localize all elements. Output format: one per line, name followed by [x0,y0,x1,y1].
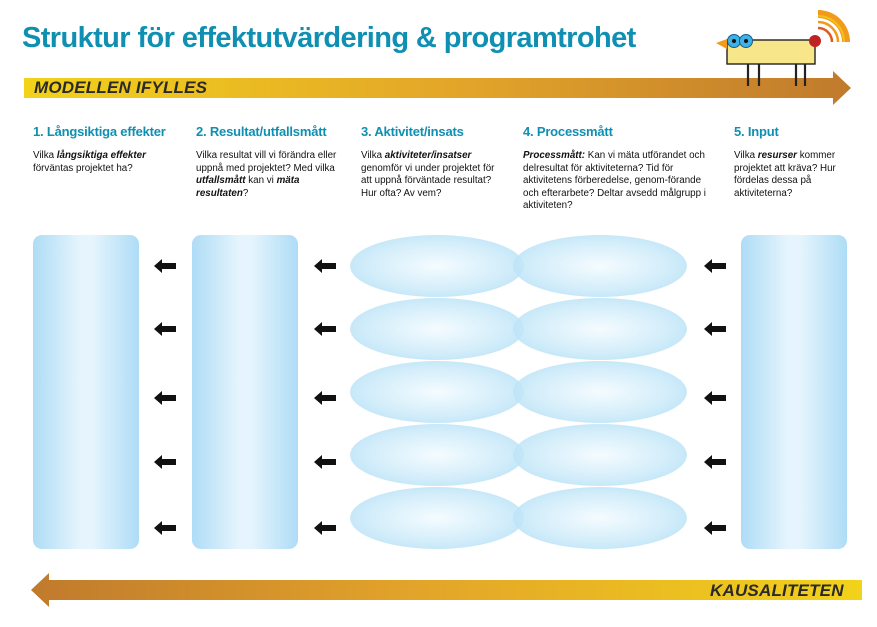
bird-with-radar-logo [716,10,850,86]
arrow-left-icon [704,259,726,273]
column-heading-3: 3. Aktivitet/insats [361,124,464,139]
activity-ellipse[interactable] [350,361,524,423]
arrow-left-icon [704,322,726,336]
column-heading-5: 5. Input [734,124,779,139]
arrow-left-icon [154,259,176,273]
description-text: genomför vi under projektet för att uppnå förväntade resultat? Hur ofta? Av vem? [361,162,495,199]
arrow-left-icon [314,322,336,336]
description-text: Kan vi mäta utförandet och delresultat för aktiviteterna? Tid för aktivitetens förberedelse, genom-förande och efterarbete? Deltar avsedd målgrupp i aktiviteten? [523,150,706,212]
long-term-effects-box[interactable] [33,235,139,549]
column-description-3 [361,150,506,200]
description-text: ? [242,187,249,199]
arrow-left-icon [314,521,336,535]
emphasized-text: resurser [757,150,797,161]
top-band-label: MODELLEN IFYLLES [34,78,208,97]
description-text: Vilka resultat vill vi förändra eller uppnå med projektet? Med vilka [196,150,337,174]
process-ellipse[interactable] [513,361,687,423]
description-text: förväntas projektet ha? [33,162,133,174]
description-text: Vilka [361,150,385,161]
arrow-left-icon [314,259,336,273]
column-description-4 [523,150,708,213]
arrow-left-icon [154,455,176,469]
arrow-left-icon [704,391,726,405]
description-text: Vilka [33,150,57,161]
emphasized-text: långsiktiga effekter [56,150,146,161]
description-text: Vilka [734,150,758,161]
description-text: kan vi [245,175,277,187]
activity-ellipse[interactable] [350,298,524,360]
process-ellipse[interactable] [513,298,687,360]
column-description-2 [196,150,341,200]
arrow-left-icon [154,521,176,535]
column-heading-2: 2. Resultat/utfallsmått [196,124,327,139]
results-box[interactable] [192,235,298,549]
activity-ellipse[interactable] [350,235,524,297]
arrow-left-icon [154,322,176,336]
arrow-left-icon [154,391,176,405]
arrow-left-icon [314,455,336,469]
emphasized-text: utfallsmått [196,175,246,187]
process-ellipse[interactable] [513,235,687,297]
arrow-left-icon [314,391,336,405]
column-description-5 [734,150,849,200]
arrow-left-icon [704,521,726,535]
column-heading-1: 1. Långsiktiga effekter [33,124,166,139]
column-description-1 [33,150,168,175]
arrow-left-icon [704,455,726,469]
process-ellipse[interactable] [513,487,687,549]
activity-ellipse[interactable] [350,487,524,549]
activity-ellipse[interactable] [350,424,524,486]
emphasized-text: mäta resultaten [196,175,300,199]
emphasized-text: aktiviteter/insatser [384,150,472,161]
column-heading-4: 4. Processmått [523,124,613,139]
emphasized-text: Processmått: [523,150,586,161]
input-box[interactable] [741,235,847,549]
description-text: kommer projektet att kräva? Hur fördelas dessa på aktiviteterna? [734,150,836,199]
page-title: Struktur för effektutvärdering & programtrohet [22,22,636,54]
bottom-band-label: KAUSALITETEN [710,581,844,600]
process-ellipse[interactable] [513,424,687,486]
